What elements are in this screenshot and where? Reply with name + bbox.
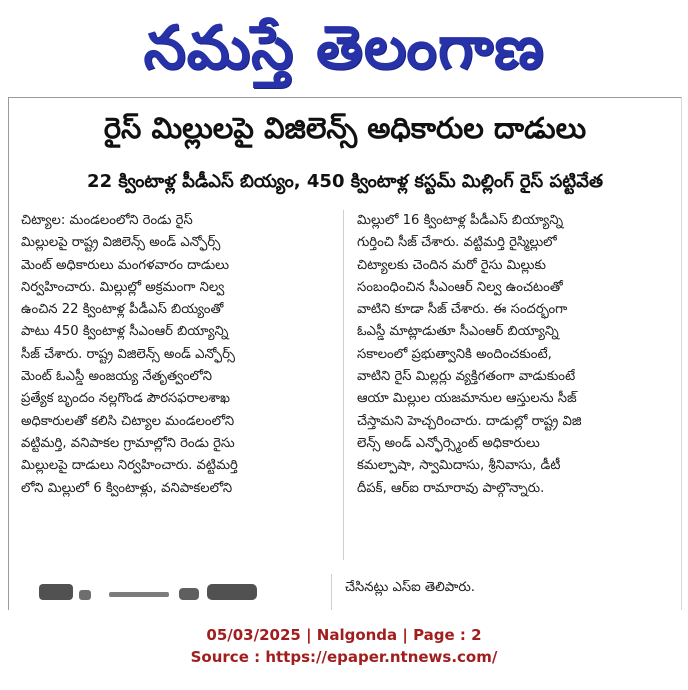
article-subheadline: 22 క్వింటాళ్ల పీడీఎస్ బియ్యం, 450 క్వింటాళ్ల కస్టమ్ మిల్లింగ్ రైస్ పట్టివేత [87, 171, 603, 192]
article-line: వట్టిమర్తి, వనిపాకల గ్రామాల్లోని రెండు రైసు [21, 435, 235, 451]
cropped-text-line: చేసినట్లు ఎస్ఐ తెలిపారు. [345, 580, 475, 595]
article-line: అధికారులతో కలిసి చిట్యాల మండలంలోని [21, 413, 235, 429]
article-line: పాటు 450 క్వింటాళ్ల సీఎంఆర్ బియ్యాన్ని [21, 324, 229, 340]
article-line: మెంట్ ఓఎస్డీ అంజయ్య నేతృత్వంలోని [21, 369, 213, 385]
article-line: సంబంధించిన సీఎంఆర్ నిల్వ ఉంచటంతో [357, 279, 563, 295]
clipped-next-article [9, 574, 681, 610]
article-line: ఓఎస్డీ మాట్లాడుతూ సీఎంఆర్ బియ్యాన్ని [357, 324, 559, 340]
article-line: చిట్యాల: మండలంలోని రెండు రైస్ [21, 213, 193, 228]
article-headline: రైస్ మిల్లులపై విజిలెన్స్ అధికారుల దాడులు [103, 111, 587, 145]
source-link[interactable]: Source : https://epaper.ntnews.com/ [190, 648, 498, 666]
article-line: వాటిని కూడా సీజ్ చేశారు. ఈ సందర్భంగా [357, 302, 568, 318]
article-line: మిల్లులపై దాడులు నిర్వహించారు. వట్టిమర్తి [21, 458, 238, 474]
article-line: మిల్లులో 16 క్వింటాళ్ల పీడీఎస్ బియ్యాన్ని [357, 213, 564, 228]
article-line: లెన్స్ అండ్ ఎన్ఫోర్స్మెంట్ అధికారులు [357, 435, 540, 451]
article-line: మిల్లులపై రాష్ట్ర విజిలెన్స్ అండ్ ఎన్ఫోర్స్ [21, 235, 221, 251]
article-clipping [8, 97, 682, 610]
newspaper-masthead [0, 0, 688, 96]
article-body [21, 210, 667, 560]
article-line: ప్రత్యేక బృందం నల్లగొండ పౌరసఫరాలశాఖ [21, 391, 230, 407]
cropped-heading-fragment [39, 582, 279, 606]
article-line: చేస్తామని హెచ్చరించారు. దాడుల్లో రాష్ట్ర విజి [357, 413, 582, 429]
article-line: గుర్తించి సీజ్ చేశారు. వట్టిమర్తి రైస్మిల్లులో [357, 235, 557, 251]
article-line: లోని మిల్లులో 6 క్వింటాళ్లు, వనిపాకలలోని [21, 480, 233, 496]
article-line: ఉంచిన 22 క్వింటాళ్ల పీడీఎస్ బియ్యంతో [21, 302, 224, 318]
article-line: మెంట్ అధికారులు మంగళవారం దాడులు [21, 257, 230, 273]
edition-meta: 05/03/2025 | Nalgonda | Page : 2 [206, 626, 482, 644]
article-line: ఆయా మిల్లుల యజమానుల ఆస్తులను సీజ్ [357, 391, 577, 407]
article-line: నిర్వహించారు. మిల్లుల్లో అక్రమంగా నిల్వ [21, 279, 225, 295]
article-line: సీజ్ చేశారు. రాష్ట్ర విజిలెన్స్ అండ్ ఎన్ఫోర్స్ [21, 346, 236, 362]
article-line: వాటిని రైస్ మిల్లర్లు వ్యక్తిగతంగా వాడుకుంటే [357, 369, 576, 385]
article-line: చిట్యాలకు చెందిన మరో రైసు మిల్లుకు [357, 257, 546, 273]
newspaper-logo: నమస్తే తెలంగాణ [143, 13, 545, 83]
clip-footer [0, 624, 688, 668]
article-line: దీపక్, ఆర్ఐ రామారావు పాల్గొన్నారు. [357, 480, 545, 496]
column-divider [331, 574, 332, 610]
article-line: సకాలంలో ప్రభుత్వానికి అందించకుంటే, [357, 346, 552, 362]
article-column-left [21, 210, 331, 500]
article-column-right [357, 210, 667, 500]
column-divider [343, 210, 344, 560]
article-line: కమల్పాషా, స్వామిదాసు, శ్రీనివాసు, డీటీ [357, 458, 561, 474]
